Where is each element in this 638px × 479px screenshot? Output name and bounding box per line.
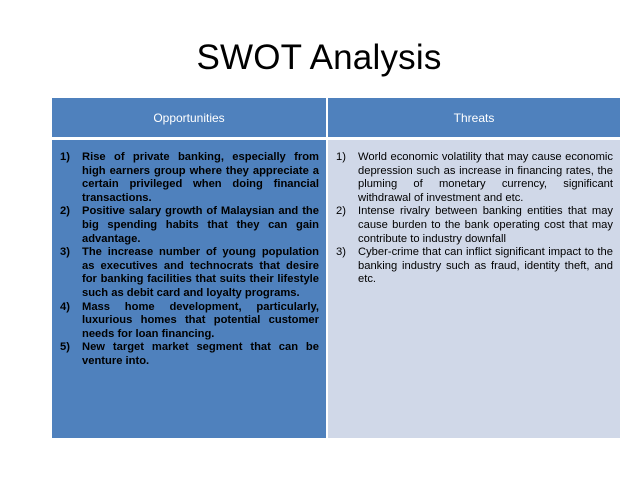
item-text: World economic volatility that may cause economic depression such as increase in financing rates, the pluming of monetary currency, significant withdrawal of investment and etc. — [358, 151, 613, 204]
opportunity-item — [60, 205, 319, 246]
item-text: Rise of private banking, especially from high earners group where they appreciate a certain privileged when doing financial transactions. — [82, 151, 319, 204]
table-header-row — [52, 98, 620, 139]
opportunities-header: Opportunities — [52, 98, 327, 139]
slide-title: SWOT Analysis — [196, 38, 442, 77]
threats-cell — [327, 139, 620, 439]
item-text: Intense rivalry between banking entities that may cause burden to the bank operating cost that may contribute to industry downfall — [358, 205, 613, 245]
opportunities-list — [60, 151, 319, 369]
item-text: The increase number of young population as executives and technocrats that desire for banking facilities that suits their lifestyle such as debit card and loyalty programs. — [82, 246, 319, 299]
swot-table — [52, 98, 620, 438]
threat-item — [336, 151, 613, 205]
table-body-row — [52, 139, 620, 439]
threats-header: Threats — [327, 98, 620, 139]
item-number: 1) — [336, 151, 346, 163]
threat-item — [336, 205, 613, 246]
item-number: 3) — [336, 246, 346, 259]
item-number: 4) — [60, 300, 70, 313]
item-number: 2) — [60, 205, 70, 218]
item-number: 1) — [60, 151, 70, 163]
opportunities-cell — [52, 139, 327, 439]
opportunity-item — [60, 301, 319, 342]
opportunity-item — [60, 246, 319, 300]
opportunity-item — [60, 341, 319, 368]
item-text: New target market segment that can be venture into. — [82, 341, 319, 367]
item-number: 5) — [60, 341, 70, 354]
opportunity-item — [60, 151, 319, 205]
item-text: Mass home development, particularly, luxurious homes that potential customer needs for loan financing. — [82, 300, 319, 340]
threat-item — [336, 246, 613, 287]
item-number: 2) — [336, 205, 346, 218]
threats-list — [336, 151, 613, 287]
item-text: Cyber-crime that can inflict significant impact to the banking industry such as fraud, identity theft, and etc. — [358, 246, 613, 286]
item-number: 3) — [60, 246, 70, 259]
item-text: Positive salary growth of Malaysian and the big spending habits that they can gain advantage. — [82, 205, 319, 245]
